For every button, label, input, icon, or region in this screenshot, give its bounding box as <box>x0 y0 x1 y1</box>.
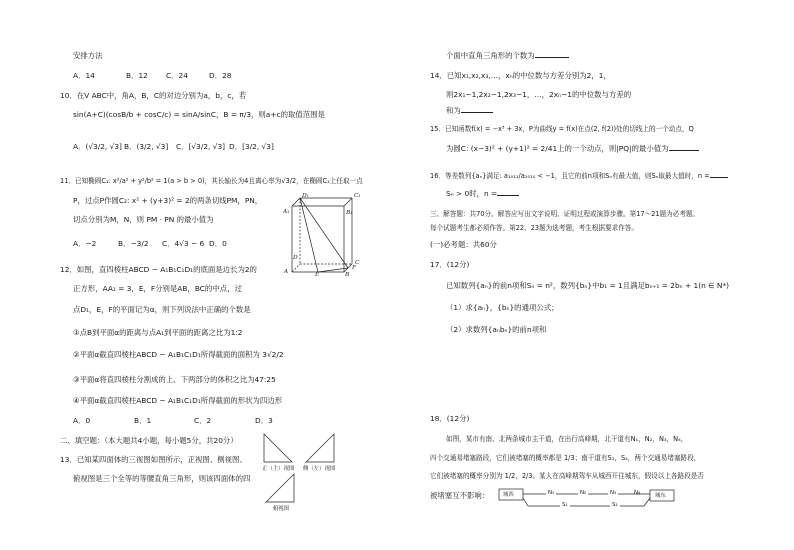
q14-answer-blank[interactable] <box>461 112 493 113</box>
road-node-s1: S₁ <box>562 502 568 508</box>
road-east-label: 城东 <box>655 493 666 499</box>
q12-statement-2: ②平面α截直四棱柱ABCD − A₁B₁C₁D₁所得截面的面积为 3√2/2 <box>73 350 284 359</box>
q12-statement-3: ③平面α将直四棱柱分割成的上、下两部分的体积之比为47:25 <box>73 375 276 384</box>
q18-line2: 四个交通易堵塞路段，它们被堵塞的概率都是 1/3；南干道有S₁，S₂，两个交通易堵塞路段， <box>430 454 701 462</box>
q16-answer-blank-2[interactable] <box>497 195 519 196</box>
q16-line2 <box>446 189 519 198</box>
q12-line1: 12．如图，直四棱柱ABCD − A₁B₁C₁D₁的底面是边长为2的 <box>60 265 257 274</box>
q12-statement-4: ④平面α截直四棱柱ABCD − A₁B₁C₁D₁所得截面的形状为四边形 <box>73 396 283 405</box>
section-3-line2: 每个试题考生都必须作答。第22、23题为选考题，考生根据要求作答。 <box>430 224 638 232</box>
prism-label-b1: B₁ <box>346 210 353 216</box>
q18-line1: 如图，某市有南、北两条城市主干道，在出行高峰期，北干道有N₁，N₂，N₃，N₄， <box>446 435 688 443</box>
road-node-s2: S₂ <box>612 502 618 508</box>
q9-tail: 安排方法 <box>73 51 103 60</box>
q9-option-c: C．24 <box>166 71 188 80</box>
prism-label-a: A <box>284 269 289 275</box>
q18-line4: 被堵塞互不影响： <box>430 491 490 500</box>
q13-line1: 13．已知某四面体的三视图如图所示，正视图、侧视图、 <box>60 455 247 464</box>
q11-line1: 11．已知椭圆C₁: x²/a² + y²/b² = 1(a > b > 0)，其长轴长为4且离心率为√3/2，在椭圆C₁上任取一点 <box>60 177 363 185</box>
q12-line3: 点D₁，E，F的平面记为α，则下列说法中正确的个数是 <box>73 305 251 314</box>
q11-option-c: C．4√3 − 6 <box>162 239 205 248</box>
q12-option-b: B．1 <box>134 416 152 425</box>
prism-label-d1: D₁ <box>302 193 309 199</box>
q10-option-d: D．[3/2, √3] <box>229 142 274 151</box>
front-view-label: 正（主）视图 <box>262 466 295 472</box>
q15-line2-text: 为圆C: (x−3)² + (y+1)² = 2/41上的一个动点，则|PQ|的最小值为 <box>446 144 669 153</box>
q10-option-b: B．(3/2, √3] <box>124 142 169 151</box>
q14-line3 <box>446 106 493 115</box>
q15-line1: 15．已知函数f(x) = −x³ + 3x，P为曲线y = f(x)在点(2, f(2))处的切线上的一个动点，Q <box>430 125 694 133</box>
top-view-triangle <box>264 472 296 504</box>
q10-option-a: A．(√3/2, √3] <box>73 142 122 151</box>
q14-line2: 则2x₁−1,2x₂−1,2x₃−1，…，2xₙ−1的中位数与方差的 <box>446 90 632 99</box>
side-view-triangle <box>304 432 336 464</box>
q12-line2: 正方形，AA₁ = 3，E，F分别是AB，BC的中点，过 <box>73 284 242 293</box>
q15-answer-blank[interactable] <box>669 150 699 151</box>
q16-line1-text: 16．等差数列{aₙ}满足: a₁₀₁₁/a₁₀₁₀ < −1，且它的前n项和Sₙ有最大值，则Sₙ取最大值时，n = <box>430 172 710 180</box>
prism-label-e: E <box>315 272 320 278</box>
prism-label-b: B <box>345 272 350 278</box>
section-3-line1: 三、解答题：共70分。解答应写出文字说明、证明过程或演算步骤。第17～21题为必考题。 <box>430 210 700 218</box>
prism-label-a1: A₁ <box>283 209 290 215</box>
q10-line2: sin(A+C)(cosB/b + cosC/c) = sinA/sinC，B = π/3，则a+c的取值范围是 <box>73 110 325 119</box>
q13-tail-text: 个面中直角三角形的个数为 <box>446 51 535 60</box>
q11-line3: 切点分别为M，N，则 PM · PN 的最小值为 <box>73 215 214 224</box>
q12-option-d: D．3 <box>255 416 273 425</box>
prism-label-c1: C₁ <box>354 193 361 199</box>
side-view-label: 侧（左）视图 <box>303 466 336 472</box>
q10-option-c: C．[√3/2, √3] <box>176 142 226 151</box>
q13-line2: 俯视图是三个全等的等腰直角三角形，则该四面体的四 <box>73 474 251 483</box>
q9-option-b: B．12 <box>126 71 148 80</box>
q18-line3: 它们被堵塞的概率分别为 1/2，2/3。某人在高峰期驾车从城西开往城东，假设以上各路段是否 <box>430 472 704 480</box>
q14-line1: 14．已知x₁,x₂,x₃,…，xₙ的中位数与方差分别为2，1， <box>430 71 611 80</box>
q15-line2 <box>446 144 699 153</box>
q17-heading: 17．(12分) <box>430 260 470 269</box>
q13-answer-blank[interactable] <box>535 57 569 58</box>
q11-option-a: A．−2 <box>73 239 97 248</box>
q12-statement-1: ①点B到平面α的距离与点A₁到平面的距离之比为1:2 <box>73 328 243 337</box>
section-2-heading: 二、填空题：（本大题共4小题，每小题5分，共20分） <box>60 436 238 445</box>
road-diagram <box>498 486 678 512</box>
top-view-label: 俯视图 <box>273 506 290 512</box>
q12-option-c: C．2 <box>194 416 212 425</box>
q11-option-d: D．0 <box>209 239 227 248</box>
front-view-triangle <box>262 432 294 464</box>
prism-figure <box>280 192 360 282</box>
road-node-n4: N₄ <box>634 490 641 496</box>
q17-part-2: （2）求数列{aₙbₙ}的前n项和 <box>446 325 547 334</box>
road-node-n3: N₃ <box>610 490 617 496</box>
prism-label-c: C <box>355 260 360 266</box>
q17-line1: 已知数列{aₙ}的前n项和Sₙ = n²，数列{bₙ}中b₁ = 1且满足bₙ₊₁ = 2bₙ + 1(n ∈ N*) <box>446 281 730 290</box>
prism-label-d: D <box>293 255 298 261</box>
required-heading: (一)必考题：共60分 <box>430 240 497 249</box>
road-west-label: 城西 <box>503 492 514 498</box>
q9-option-a: A．14 <box>73 71 95 80</box>
q16-line1 <box>430 172 728 181</box>
q9-option-d: D．28 <box>209 71 232 80</box>
road-node-n2: N₂ <box>580 490 587 496</box>
q11-line2: P，过点P作圆C₂: x² + (y+3)² = 2的两条切线PM，PN， <box>73 196 263 205</box>
q14-line3-text: 和为 <box>446 106 461 115</box>
q13-tail <box>446 51 569 60</box>
q18-heading: 18．(12分) <box>430 414 470 423</box>
q16-answer-blank-1[interactable] <box>710 177 728 178</box>
q16-line2-text: Sₙ > 0时，n = <box>446 189 498 198</box>
q11-option-b: B．−3/2 <box>118 239 149 248</box>
q12-option-a: A．0 <box>73 416 91 425</box>
q10-line1: 10．在V ABC中，角A，B，C的对边分别为a，b，c，若 <box>60 91 247 100</box>
prism-label-f: F <box>352 265 357 271</box>
road-node-n1: N₁ <box>548 490 555 496</box>
q17-part-1: （1）求{aₙ}，{bₙ}的通项公式； <box>446 303 559 312</box>
